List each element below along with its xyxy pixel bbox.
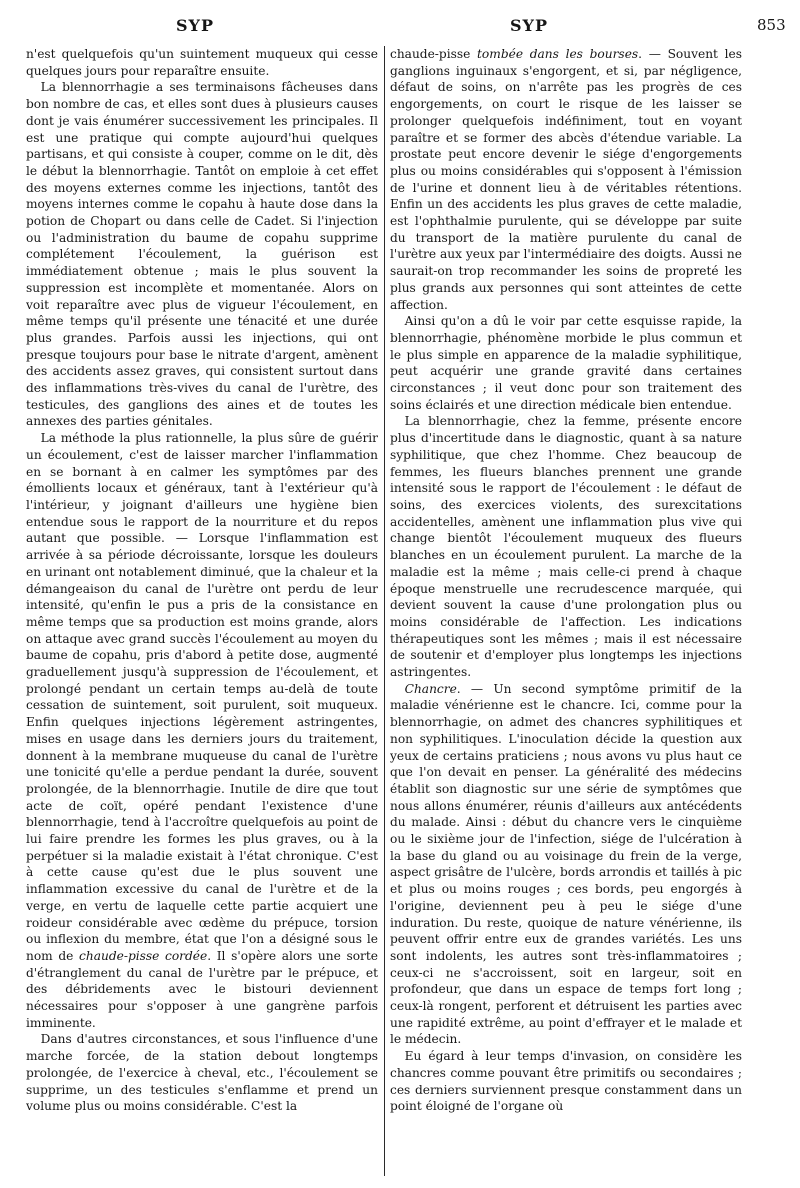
paragraph	[390, 46, 742, 313]
paragraph	[26, 1031, 378, 1115]
italic-text-run: Chancre	[404, 681, 457, 696]
paragraph	[26, 79, 378, 430]
paragraph	[390, 313, 742, 413]
text-run: Dans d'autres circonstances, et sous l'influence d'une marche forcée, de la station debout longtemps prolongée, de l'exercice à cheval, etc., l'écoulement se supprime, un des testicules s'enflamme et prend un volume plus ou moins considérable. C'est la	[26, 1032, 378, 1114]
paragraph	[390, 681, 742, 1048]
text-run: Eu égard à leur temps d'invasion, on considère les chancres comme pouvant être primitifs ou secondaires ; ces derniers surviennent presque constamment dans un point éloigné de l'organe où	[390, 1049, 742, 1114]
running-title-left: SYP	[176, 16, 215, 35]
text-run: n'est quelquefois qu'un suintement muqueux qui cesse quelques jours pour reparaître ensuite.	[26, 47, 378, 78]
paragraph	[390, 413, 742, 680]
text-run: . Il s'opère alors une sorte d'étranglement du canal de l'urètre par le prépuce, et des débridements avec le bistouri deviennent nécessaires pour s'opposer à une gangrène parfois imminente.	[26, 948, 378, 1030]
column-divider	[384, 46, 385, 1176]
text-run: La blennorrhagie a ses terminaisons fâcheuses dans bon nombre de cas, et elles sont dues à plusieurs causes dont je vais énumérer successivement les principales. Il est une pratique qui compte aujourd'hui quelques partisans, et qui consiste à couper, comme on le dit, dès le début la blennorrhagie. Tantôt on emploie à cet effet des moyens externes comme les injections, tantôt des moyens internes comme le copahu à haute dose dans la potion de Chopart ou dans celle de Cadet. Si l'injection ou l'administration du baume de copahu supprime complétement l'écoulement, la guérison est immédiatement obtenue ; mais le plus souvent la suppression est incomplète et momentanée. Alors on voit reparaître avec plus de vigueur l'écoulement, en même temps qu'il présente une ténacité et une durée plus grandes. Parfois aussi les injections, qui ont presque toujours pour base le nitrate d'argent, amènent des accidents assez graves, qui consistent surtout dans des inflammations très-vives du canal de l'urètre, des testicules, des ganglions des aines et de toutes les annexes des parties génitales.	[26, 80, 378, 429]
italic-text-run: tombée dans les bourses	[477, 47, 639, 61]
text-run: Ainsi qu'on a dû le voir par cette esquisse rapide, la blennorrhagie, phénomène morbide le plus commun et le plus simple en apparence de la maladie syphilitique, peut acquérir une grande gravité dans certaines circonstances ; il veut donc pour son traitement des soins éclairés et une direction médicale bien entendue.	[390, 314, 742, 412]
page-number: 853	[757, 16, 786, 34]
text-column-left	[26, 46, 378, 1182]
italic-text-run: chaude-pisse cordée	[79, 948, 208, 963]
text-column-right	[390, 46, 742, 1182]
text-run: La blennorrhagie, chez la femme, présente encore plus d'incertitude dans le diagnostic, quant à sa nature syphilitique, que chez l'homme. Chez beaucoup de femmes, les flueurs blanches prennent une grande intensité sous le rapport de l'écoulement : le défaut de soins, des exercices violents, des surexcitations accidentelles, amènent une inflammation plus vive qui change bientôt l'écoulement muqueux des flueurs blanches en un écoulement purulent. La marche de la maladie est la même ; mais celle-ci prend à chaque époque menstruelle une recrudescence marquée, qui devient souvent la cause d'une prolongation plus ou moins considérable de l'affection. Les indications thérapeutiques sont les mêmes ; mais il est nécessaire de soutenir et d'employer plus longtemps les injections astringentes.	[390, 414, 742, 680]
text-run: . — Un second symptôme primitif de la maladie vénérienne est le chancre. Ici, comme pour la blennorrhagie, on admet des chancres syphilitiques et non syphilitiques. L'inoculation décide la question aux yeux de certains praticiens ; nous avons vu plus haut ce que l'on devait en penser. La généralité des médecins établit son diagnostic sur une série de symptômes que nous allons énumérer, réunis d'ailleurs aux antécédents du malade. Ainsi : début du chancre vers le cinquième ou le sixième jour de l'infection, siége de l'ulcération à la base du gland ou au voisinage du frein de la verge, aspect grisâtre de l'ulcère, bords arrondis et taillés à pic et plus ou moins rouges ; ces bords, peu engorgés à l'origine, deviennent peu à peu le siége d'une induration. Du reste, quoique de nature vénérienne, ils peuvent offrir entre eux de grandes variétés. Les uns sont indolents, les autres sont très-inflammatoires ; ceux-ci ne s'accroissent, soit en largeur, soit en profondeur, que dans un espace de temps fort long ; ceux-là rongent, perforent et détruisent les parties avec une rapidité extrême, au point d'effrayer et le malade et le médecin.	[390, 681, 742, 1047]
paragraph	[390, 1048, 742, 1115]
text-run: . — Souvent les ganglions inguinaux s'engorgent, et si, par négligence, défaut de soins, on n'arrête pas les progrès de ces engorgements, on court le risque de les laisser se prolonger quelquefois indéfiniment, tout en voyant paraître et se former des abcès d'étendue variable. La prostate peut encore devenir le siége d'engorgements plus ou moins considérables qui s'opposent à l'émission de l'urine et donnent lieu à de véritables rétentions. Enfin un des accidents les plus graves de cette maladie, est l'ophthalmie purulente, qui se développe par suite du transport de la matière purulente du canal de l'urètre aux yeux par l'intermédiaire des doigts. Aussi ne saurait-on trop recommander les soins de propreté les plus grands aux personnes qui sont atteintes de cette affection.	[390, 47, 742, 312]
paragraph	[26, 430, 378, 1031]
text-run: chaude-pisse	[390, 47, 478, 61]
running-header	[0, 8, 800, 38]
text-run: La méthode la plus rationnelle, la plus sûre de guérir un écoulement, c'est de laisser marcher l'inflammation en se bornant à en calmer les symptômes par des émollients locaux et généraux, tant à l'extérieur qu'à l'intérieur, y joignant d'ailleurs une hygiène bien entendue sous le rapport de la nourriture et du repos autant que possible. — Lorsque l'inflammation est arrivée à sa période décroissante, lorsque les douleurs en urinant ont notablement diminué, que la chaleur et la démangeaison du canal de l'urètre ont perdu de leur intensité, qu'enfin le pus a pris de la consistance en même temps que sa production est moins grande, alors on attaque avec grand succès l'écoulement au moyen du baume de copahu, pris d'abord à petite dose, augmenté graduellement jusqu'à suppression de l'écoulement, et prolongé pendant un certain temps au-delà de toute cessation de suintement, soit purulent, soit muqueux. Enfin quelques injections légèrement astringentes, mises en usage dans les derniers jours du traitement, donnent à la membrane muqueuse du canal de l'urètre une tonicité qu'elle a perdue pendant la durée, souvent prolongée, de la blennorrhagie. Inutile de dire que tout acte de coït, opéré pendant l'existence d'une blennorrhagie, tend à l'accroître quelquefois au point de lui faire prendre les formes les plus graves, ou à la perpétuer si la maladie existait à l'état chronique. C'est à cette cause qu'est due le plus souvent une inflammation excessive du canal de l'urètre et de la verge, en vertu de laquelle cette partie acquiert une roideur considérable avec œdème du prépuce, torsion ou inflexion du membre, état que l'on a désigné sous le nom de	[26, 431, 378, 963]
paragraph	[26, 46, 378, 79]
running-title-right: SYP	[510, 16, 549, 35]
